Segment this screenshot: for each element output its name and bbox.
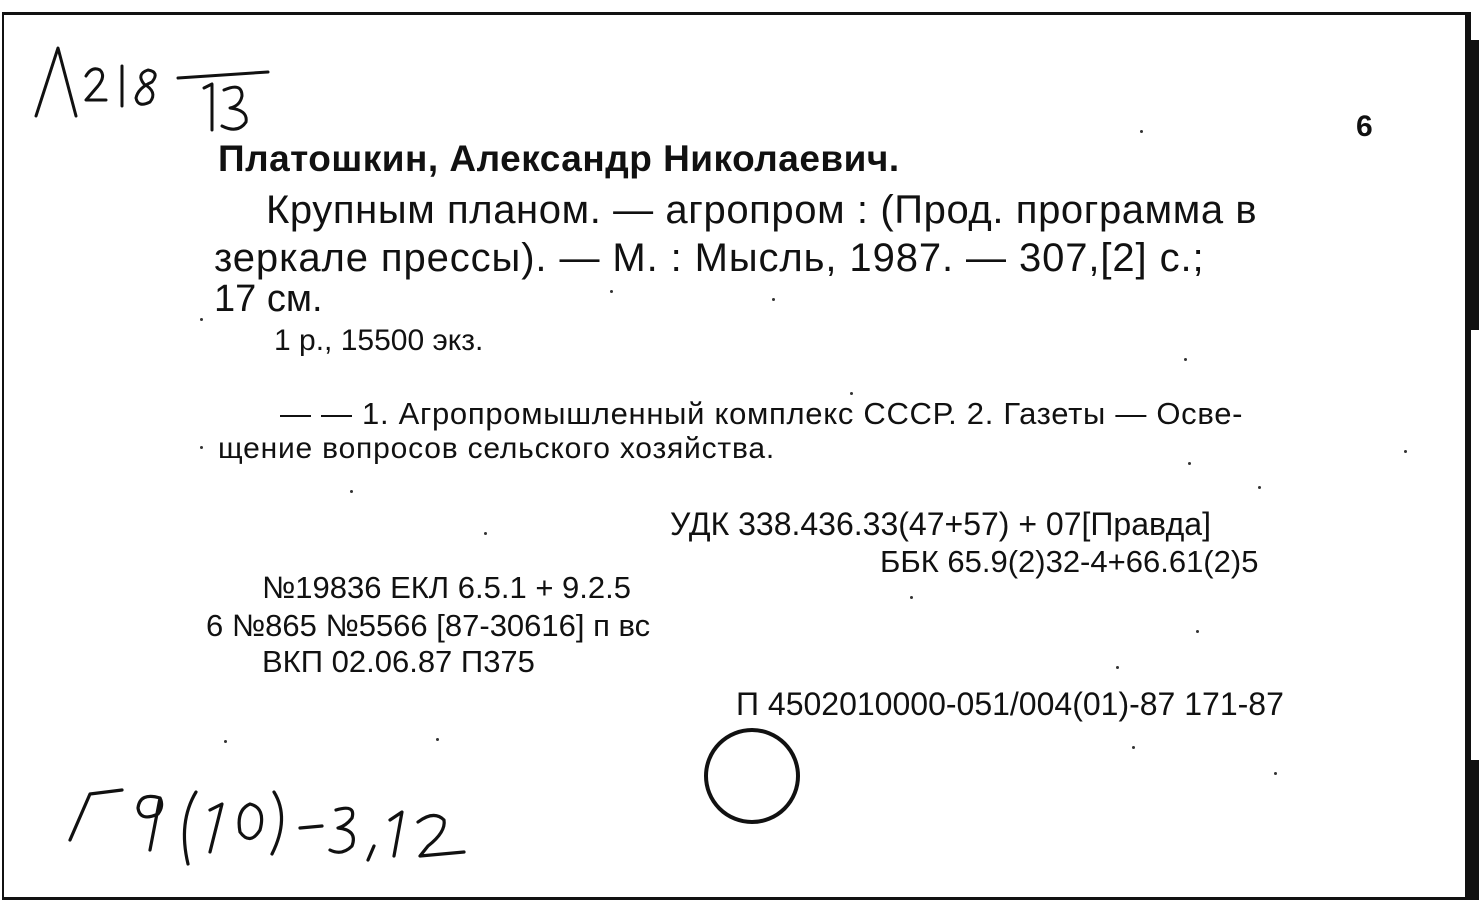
title-line: Крупным планом. — агропром : (Прод. программа в (266, 188, 1258, 232)
handwritten-note (60, 770, 520, 880)
scan-speck (1132, 746, 1135, 749)
scan-speck (484, 532, 487, 535)
subjects-line: — — 1. Агропромышленный комплекс СССР. 2. Газеты — Осве- (280, 396, 1244, 431)
scan-speck (1184, 358, 1187, 361)
index-code: П 4502010000-051/004(01)-87 171-87 (736, 686, 1284, 722)
scan-speck (1116, 666, 1119, 669)
udk-code: УДК 338.436.33(47+57) + 07[Правда] (670, 506, 1211, 542)
scan-speck (1140, 130, 1143, 133)
scan-speck (436, 738, 439, 741)
bbk-code: ББК 65.9(2)32-4+66.61(2)5 (880, 544, 1259, 579)
scan-edge-mark (1471, 40, 1479, 330)
card-hole-circle (700, 724, 804, 828)
handwritten-shelf-mark (28, 36, 288, 136)
scan-speck (772, 298, 775, 301)
scan-speck (200, 446, 203, 449)
register-line: №19836 ЕКЛ 6.5.1 + 9.2.5 (262, 570, 631, 605)
scan-speck (1258, 486, 1261, 489)
register-line: 6 №865 №5566 [87-30616] п вс (206, 608, 651, 643)
scan-speck (1196, 630, 1199, 633)
scan-speck (200, 318, 203, 321)
author-heading: Платошкин, Александр Николаевич. (218, 138, 900, 179)
scan-speck (350, 490, 353, 493)
title-line: 17 см. (214, 278, 323, 320)
scan-speck (610, 290, 613, 293)
scan-speck (1188, 462, 1191, 465)
subjects-line: щение вопросов сельского хозяйства. (218, 432, 775, 465)
scan-speck (850, 392, 853, 395)
scan-speck (910, 596, 913, 599)
scan-speck (1404, 450, 1407, 453)
card-edge-gap (4, 15, 6, 55)
title-line: зеркале прессы). — М. : Мысль, 1987. — 307,[2] с.; (214, 236, 1205, 280)
price-line: 1 р., 15500 экз. (274, 324, 484, 357)
card-number: 6 (1356, 110, 1373, 143)
register-line: ВКП 02.06.87 П375 (262, 644, 535, 679)
scan-speck (1274, 772, 1277, 775)
scan-edge-mark (1471, 760, 1479, 900)
scan-speck (224, 740, 227, 743)
